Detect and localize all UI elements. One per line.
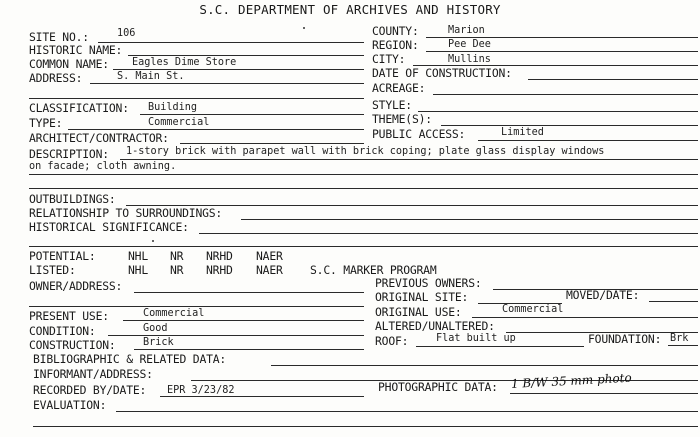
architect-line: [180, 143, 364, 144]
type-value: Commercial: [148, 117, 210, 128]
address-label: ADDRESS:: [29, 71, 83, 85]
region-line: [426, 51, 698, 52]
description-line-2: [29, 174, 698, 175]
classification-value: Building: [148, 102, 198, 113]
potential-label: POTENTIAL:: [29, 249, 96, 263]
potential-nr[interactable]: NR: [170, 249, 184, 263]
historical-significance-line: [199, 233, 698, 234]
original-use-line: [472, 317, 698, 318]
photographic-line: [510, 393, 698, 394]
site-no-line: [98, 42, 364, 43]
style-line: [418, 111, 698, 112]
site-no-label: SITE NO.:: [29, 30, 89, 44]
classification-line: [140, 114, 364, 115]
moved-date-line: [649, 301, 698, 302]
owner-address-line: [134, 292, 364, 293]
section-divider: [29, 98, 364, 99]
relationship-line: [241, 219, 698, 220]
condition-label: CONDITION:: [29, 324, 96, 338]
recorded-by-line: [160, 396, 364, 397]
owner-address-line-2: [29, 306, 364, 307]
informant-label: INFORMANT/ADDRESS:: [33, 367, 153, 381]
type-label: TYPE:: [29, 116, 63, 130]
bibliographic-line: [271, 365, 698, 366]
potential-naer[interactable]: NAER: [256, 249, 283, 263]
county-label: COUNTY:: [372, 24, 419, 38]
form-title: S.C. DEPARTMENT OF ARCHIVES AND HISTORY: [199, 2, 501, 17]
city-value: Mullins: [448, 54, 491, 65]
moved-date-label: MOVED/DATE:: [566, 288, 640, 302]
section-divider-3: [29, 246, 698, 247]
recorded-by-value: EPR 3/23/82: [167, 385, 235, 396]
present-use-label: PRESENT USE:: [29, 309, 109, 323]
date-construction-line: [528, 79, 698, 80]
city-label: CITY:: [372, 52, 406, 66]
construction-line: [134, 349, 364, 350]
historic-name-label: HISTORIC NAME:: [29, 43, 123, 57]
original-use-label: ORIGINAL USE:: [375, 305, 462, 319]
acreage-line: [433, 94, 698, 95]
common-name-value: Eagles Dime Store: [132, 57, 237, 68]
style-label: STYLE:: [372, 98, 412, 112]
type-line: [68, 129, 364, 130]
roof-line: [416, 346, 584, 347]
construction-value: Brick: [143, 337, 174, 348]
date-construction-label: DATE OF CONSTRUCTION:: [372, 66, 512, 80]
classification-label: CLASSIFICATION:: [29, 101, 129, 115]
themes-line: [441, 125, 698, 126]
bibliographic-label: BIBLIOGRAPHIC & RELATED DATA:: [33, 352, 227, 366]
roof-label: ROOF:: [375, 334, 409, 348]
public-access-value: Limited: [501, 127, 544, 138]
recorded-by-label: RECORDED BY/DATE:: [33, 383, 147, 397]
present-use-value: Commercial: [143, 308, 205, 319]
public-access-line: [478, 140, 698, 141]
photographic-label: PHOTOGRAPHIC DATA:: [378, 380, 498, 394]
listed-nrhd[interactable]: NRHD: [206, 263, 233, 277]
present-use-line: [123, 320, 364, 321]
description-label: DESCRIPTION:: [29, 147, 109, 161]
evaluation-line-2: [33, 426, 698, 427]
historical-significance-label: HISTORICAL SIGNIFICANCE:: [29, 220, 189, 234]
ink-dot: [303, 27, 305, 29]
description-value-line1: 1-story brick with parapet wall with brick coping; plate glass display windows: [126, 146, 605, 157]
marker-program-label: S.C. MARKER PROGRAM: [310, 263, 437, 277]
evaluation-label: EVALUATION:: [33, 398, 107, 412]
roof-value: Flat built up: [436, 333, 516, 344]
ink-dot-2: [152, 240, 154, 242]
listed-naer[interactable]: NAER: [256, 263, 283, 277]
architect-label: ARCHITECT/CONTRACTOR:: [29, 131, 169, 145]
foundation-label: FOUNDATION:: [588, 332, 662, 346]
region-value: Pee Dee: [448, 39, 491, 50]
common-name-line: [113, 69, 364, 70]
previous-owners-label: PREVIOUS OWNERS:: [375, 276, 482, 290]
condition-line: [108, 335, 364, 336]
evaluation-line: [116, 411, 698, 412]
outbuildings-label: OUTBUILDINGS:: [29, 192, 116, 206]
original-use-value: Commercial: [502, 304, 564, 315]
potential-nrhd[interactable]: NRHD: [206, 249, 233, 263]
listed-nhl[interactable]: NHL: [128, 263, 148, 277]
foundation-value: Brk: [670, 333, 689, 344]
themes-label: THEME(S):: [372, 112, 432, 126]
county-line: [426, 37, 698, 38]
owner-address-label: OWNER/ADDRESS:: [29, 279, 123, 293]
site-no-value: 106: [117, 28, 136, 39]
public-access-label: PUBLIC ACCESS:: [372, 127, 466, 141]
photographic-value-handwritten: 1 B/W 35 mm photo: [510, 370, 632, 391]
address-value: S. Main St.: [117, 71, 185, 82]
acreage-label: ACREAGE:: [372, 81, 426, 95]
address-line: [90, 83, 364, 84]
listed-nr[interactable]: NR: [170, 263, 184, 277]
county-value: Marion: [448, 25, 485, 36]
historic-name-line: [128, 55, 364, 56]
section-divider-2: [29, 188, 698, 189]
altered-label: ALTERED/UNALTERED:: [375, 319, 495, 333]
potential-nhl[interactable]: NHL: [128, 249, 148, 263]
region-label: REGION:: [372, 38, 419, 52]
construction-label: CONSTRUCTION:: [29, 338, 116, 352]
relationship-label: RELATIONSHIP TO SURROUNDINGS:: [29, 206, 223, 220]
condition-value: Good: [143, 323, 168, 334]
common-name-label: COMMON NAME:: [29, 57, 109, 71]
description-line-1: [120, 159, 698, 160]
description-value-line2: on facade; cloth awning.: [29, 161, 177, 172]
original-site-label: ORIGINAL SITE:: [375, 290, 469, 304]
foundation-line: [668, 345, 698, 346]
listed-label: LISTED:: [29, 263, 76, 277]
